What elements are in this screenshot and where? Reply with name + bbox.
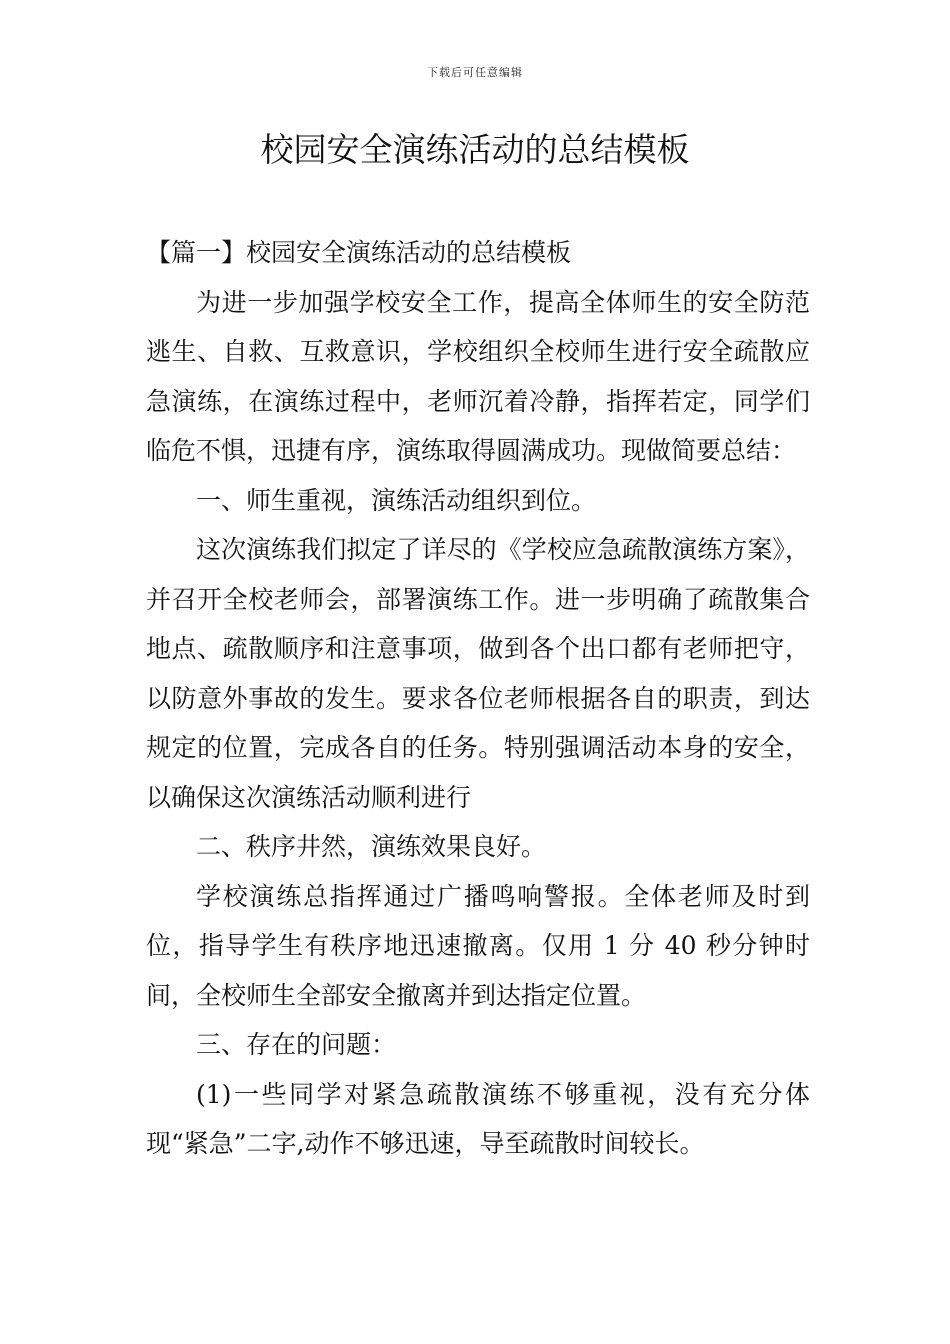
document-title: 校园安全演练活动的总结模板 [260,130,690,169]
paragraph-organization: 这次演练我们拟定了详尽的《学校应急疏散演练方案》，并召开全校老师会，部署演练工作。进一步明确了疏散集合地点、疏散顺序和注意事项，做到各个出口都有老师把守，以防意外事故的发生。要求各位老师根据各自的职责，到达规定的位置，完成各自的任务。特别强调活动本身的安全，以确保这次演练活动顺利进行 [146,535,810,812]
section-heading-two: 二、秩序井然，演练效果良好。 [196,832,547,861]
paragraph-problem-one: (1)一些同学对紧急疏散演练不够重视，没有充分体现“紧急”二字,动作不够迅速，导至疏散时间较长。 [146,1079,810,1158]
header-note: 下载后可任意编辑 [427,66,523,79]
section-heading-one: 一、师生重视，演练活动组织到位。 [196,485,597,515]
paragraph-intro: 为进一步加强学校安全工作，提高全体师生的安全防范逃生、自救、互救意识，学校组织全校师生进行安全疏散应急演练，在演练过程中，老师沉着冷静，指挥若定，同学们临危不惧，迅捷有序，演练取得圆满成功。现做简要总结： [146,287,810,465]
paragraph-evacuation: 学校演练总指挥通过广播鸣响警报。全体老师及时到位，指导学生有秩序地迅速撤离。仅用 1 分 40 秒分钟时间，全校师生全部安全撤离并到达指定位置。 [146,881,810,1010]
document-body [146,228,810,1169]
section-heading-part-one: 【篇一】校园安全演练活动的总结模板 [146,238,572,267]
section-heading-three: 三、存在的问题： [196,1030,397,1059]
